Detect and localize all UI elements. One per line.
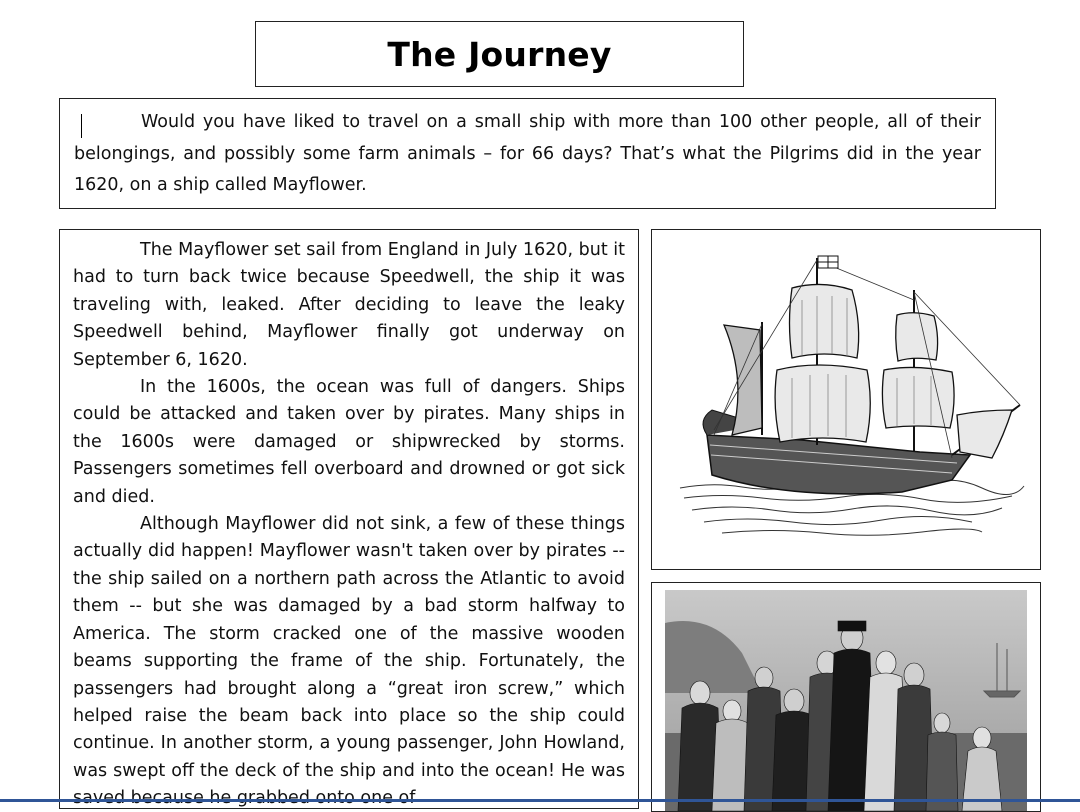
pilgrims-image-box[interactable] xyxy=(651,582,1041,812)
text-cursor xyxy=(81,114,82,138)
story-text-box[interactable] xyxy=(59,229,639,809)
story-paragraph-3: Although Mayflower did not sink, a few of these things actually did happen! Mayflower wasn't taken over by pirates -- the ship sailed on a northern path across the Atlantic to avoid them -- but she was damaged by a bad storm halfway to America. The storm cracked one of the massive wooden beams supporting the frame of the ship. Fortunately, the passengers had brought along a “great iron screw,” which helped raise the beam back into place so the ship could continue. In another storm, a young passenger, John Howland, was swept off the deck of the ship and into the ocean! He was xyxy=(73,514,625,781)
intro-box[interactable] xyxy=(59,98,996,209)
pilgrims-image xyxy=(652,583,1040,811)
ship-image-box[interactable] xyxy=(651,229,1041,570)
mayflower-ship-image xyxy=(652,230,1040,569)
story-paragraph-1: The Mayflower set sail from England in July 1620, but it had to turn back twice because Speedwell, the ship it was traveling with, leaked. After deciding to leave the leaky Speedwell behind, Mayflower finally got underway on September 6, 1620. xyxy=(73,240,625,370)
story-paragraph-2: In the 1600s, the ocean was full of dangers. Ships could be attacked and taken over by pirates. Many ships in the 1600s were damaged or shipwrecked by storms. Passengers sometimes fell overboard and drowned or got sick and died. xyxy=(73,377,625,507)
intro-paragraph: Would you have liked to travel on a small ship with more than 100 other people, all of their belongings, and possibly some farm animals – for 66 days? That’s what the Pilgrims did in the year 1620, on a ship called Mayflower. xyxy=(74,112,981,195)
title-box xyxy=(255,21,744,87)
page-title: The Journey xyxy=(387,34,612,74)
